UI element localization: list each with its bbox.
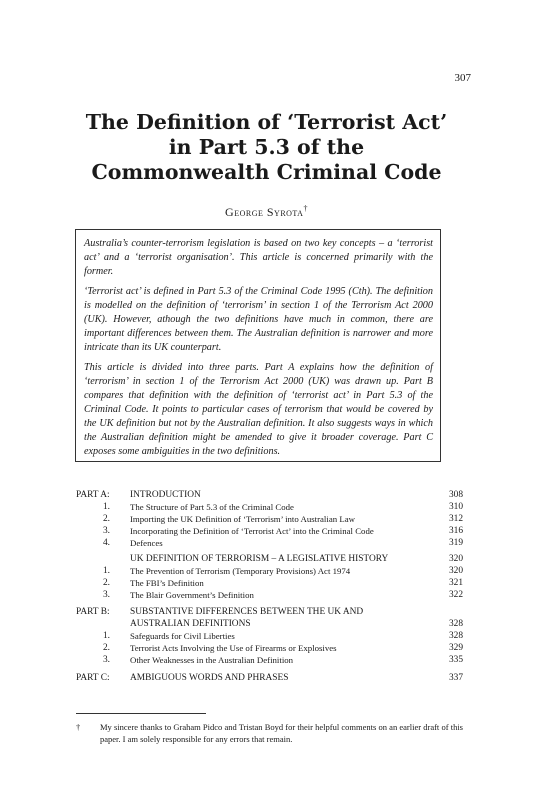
toc-page: 308	[448, 490, 463, 500]
toc-entry-number: 2.	[102, 578, 110, 588]
page-number: 307	[454, 72, 471, 84]
toc-entry-number: 1.	[102, 502, 110, 512]
toc-entry-number: 3.	[102, 526, 110, 536]
toc-page: 321	[448, 578, 463, 588]
toc-entry	[76, 577, 463, 589]
toc-section-title: UK DEFINITION OF TERRORISM – A LEGISLATIVE HISTORY	[130, 554, 389, 564]
toc-page: 319	[448, 538, 463, 548]
toc-page: 312	[448, 514, 463, 524]
toc-page: 329	[448, 643, 463, 653]
toc-entry	[76, 537, 463, 549]
toc-part-title: INTRODUCTION	[130, 490, 201, 500]
article-title	[0, 110, 533, 185]
toc-part-row	[76, 489, 463, 501]
footnote-divider	[76, 713, 206, 714]
author-byline	[0, 204, 533, 220]
toc-page: 310	[448, 502, 463, 512]
title-line: in Part 5.3 of the	[168, 135, 365, 159]
toc-part-row-continued	[76, 618, 463, 630]
toc-entry	[76, 654, 463, 666]
toc-section-row	[76, 553, 463, 565]
toc-page: 320	[448, 566, 463, 576]
footnote	[76, 721, 463, 745]
toc-entry-text: The FBI’s Definition	[130, 578, 204, 588]
toc-entry	[76, 589, 463, 601]
toc-part-title: AMBIGUOUS WORDS AND PHRASES	[130, 673, 289, 683]
toc-page: 337	[448, 673, 463, 683]
toc-part-label: PART A:	[76, 490, 110, 500]
title-line: Commonwealth Criminal Code	[91, 160, 442, 184]
toc-part-row	[76, 672, 463, 684]
toc-part-label: PART C:	[76, 673, 110, 683]
toc-entry-text: The Blair Government’s Definition	[130, 590, 254, 600]
toc-page: 335	[448, 655, 463, 665]
toc-page: 328	[448, 619, 463, 629]
abstract-paragraph: Australia’s counter-terrorism legislation is based on two key concepts – a ‘terrorist act’ and a ‘terrorist organisation’. This article is concerned primarily with the former.	[84, 238, 433, 277]
toc-page: 320	[448, 554, 463, 564]
author-name: George Syrota	[225, 205, 304, 219]
toc-entry-number: 1.	[102, 631, 110, 641]
toc-entry-text: The Structure of Part 5.3 of the Criminal Code	[130, 502, 294, 512]
toc-part-title: SUBSTANTIVE DIFFERENCES BETWEEN THE UK AND	[130, 607, 364, 617]
toc-entry-number: 4.	[102, 538, 110, 548]
toc-entry	[76, 525, 463, 537]
toc-entry	[76, 642, 463, 654]
footnote-mark: †	[76, 722, 81, 732]
toc-entry-text: The Prevention of Terrorism (Temporary Provisions) Act 1974	[130, 566, 351, 576]
toc-entry-text: Defences	[130, 538, 163, 548]
author-footnote-mark: †	[303, 204, 308, 213]
toc-part-label: PART B:	[76, 607, 110, 617]
toc-page: 328	[448, 631, 463, 641]
toc-entry-number: 3.	[102, 655, 110, 665]
toc-entry-number: 3.	[102, 590, 110, 600]
toc-entry-text: Terrorist Acts Involving the Use of Firearms or Explosives	[130, 643, 337, 653]
toc-page: 322	[448, 590, 463, 600]
abstract-box	[75, 229, 441, 462]
toc-entry-text: Importing the UK Definition of ‘Terrorism’ into Australian Law	[130, 514, 355, 524]
toc-entry-text: Incorporating the Definition of ‘Terrorist Act’ into the Criminal Code	[130, 526, 374, 536]
toc-entry-number: 1.	[102, 566, 110, 576]
toc-part-title: AUSTRALIAN DEFINITIONS	[130, 619, 251, 629]
toc-entry	[76, 513, 463, 525]
toc-page: 316	[448, 526, 463, 536]
toc-part-row	[76, 606, 463, 618]
footnote-text: My sincere thanks to Graham Pidco and Tristan Boyd for their helpful comments on an earlier draft of this paper. I am solely responsible for any errors that remain.	[100, 722, 463, 744]
abstract-paragraph: ‘Terrorist act’ is defined in Part 5.3 of the Criminal Code 1995 (Cth). The definition is modelled on the definition of ‘terrorism’ in section 1 of the Terrorism Act 2000 (UK). However, athough the two definitions have much in common, there are important differences between them. The Australian definition is narrower and more intricate than its UK counterpart.	[84, 286, 433, 353]
toc-entry	[76, 630, 463, 642]
toc-entry-text: Other Weaknesses in the Australian Definition	[130, 655, 294, 665]
toc-entry-number: 2.	[102, 643, 110, 653]
toc-entry-number: 2.	[102, 514, 110, 524]
toc-entry	[76, 501, 463, 513]
abstract-paragraph: This article is divided into three parts. Part A explains how the definition of ‘terrorism’ in section 1 of the Terrorism Act 2000 (UK) was drawn up. Part B compares that definition with the definition of ‘terrorist act’ in Part 5.3 of the Criminal Code. It points to particular cases of terrorism that would be covered by the UK definition but not by the Australian definition. It also suggests ways in which the Australian definition might be amended to give it broader coverage. Part C exposes some ambiguities in the two definitions.	[84, 362, 433, 457]
title-line: The Definition of ‘Terrorist Act’	[85, 110, 448, 134]
toc-entry-text: Safeguards for Civil Liberties	[130, 631, 235, 641]
toc-entry	[76, 565, 463, 577]
